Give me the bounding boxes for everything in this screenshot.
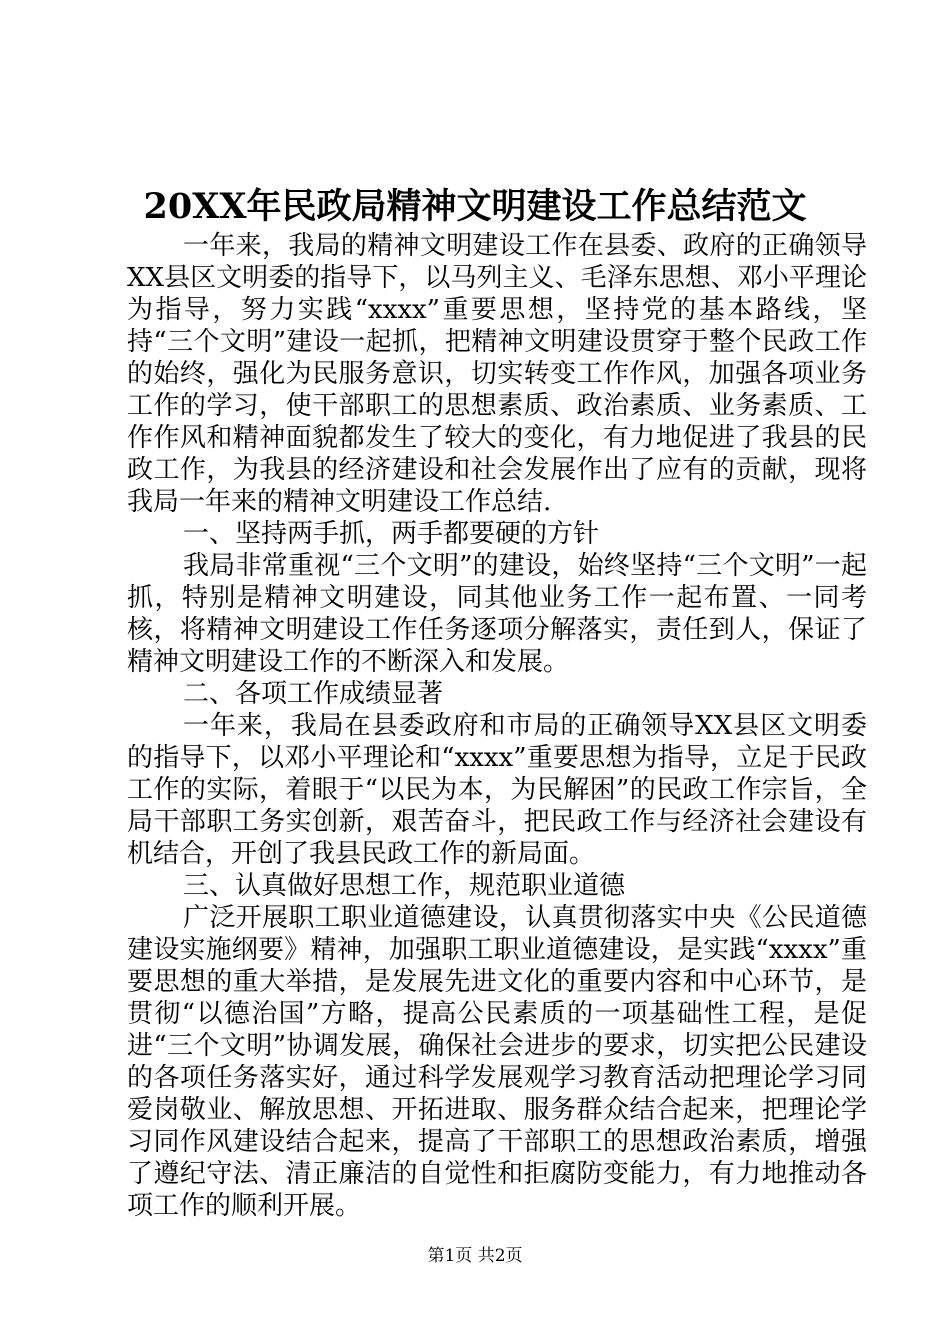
- section-heading-1: 一、坚持两手抓，两手都要硬的方针: [183, 519, 600, 549]
- section-body-3: 广泛开展职工职业道德建设，认真贯彻落实中央《公民道德建设实施纲要》精神，加强职工职业道德建设，是实践“xxxx”重要思想的重大举措，是发展先进文化的重要内容和中心环节，是贯彻“以德治国”方略，提高公民素质的一项基础性工程，是促进“三个文明”协调发展，确保社会进步的要求，切实把公民建设的各项任务落实好，通过科学发展观学习教育活动把理论学习同爱岗敬业、解放思想、开拓进取、服务群众结合起来，把理论学习同作风建设结合起来，提高了干部职工的思想政治素质，增强了遵纪守法、清正廉洁的自觉性和拒腐防变能力，有力地推动各项工作的顺利开展。: [127, 903, 867, 1221]
- document-body: [127, 230, 867, 1222]
- section-body-1: 我局非常重视“三个文明”的建设，始终坚持“三个文明”一起抓，特别是精神文明建设，同其他业务工作一起布置、一同考核，将精神文明建设工作任务逐项分解落实，责任到人，保证了精神文明建设工作的不断深入和发展。: [127, 551, 867, 677]
- intro-paragraph: 一年来，我局的精神文明建设工作在县委、政府的正确领导XX县区文明委的指导下，以马列主义、毛泽东思想、邓小平理论为指导，努力实践“xxxx”重要思想，坚持党的基本路线，坚持“三个文明”建设一起抓，把精神文明建设贯穿于整个民政工作的始终，强化为民服务意识，切实转变工作作风，加强各项业务工作的学习，使干部职工的思想素质、政治素质、业务素质、工作作风和精神面貌都发生了较大的变化，有力地促进了我县的民政工作，为我县的经济建设和社会发展作出了应有的贡献，现将我局一年来的精神文明建设工作总结.: [127, 231, 867, 517]
- section-heading-2: 二、各项工作成绩显著: [183, 679, 444, 709]
- section-heading-3: 三、认真做好思想工作，规范职业道德: [183, 871, 626, 901]
- section-body-2: 一年来，我局在县委政府和市局的正确领导XX县区文明委的指导下，以邓小平理论和“xxxx”重要思想为指导，立足于民政工作的实际，着眼于“以民为本，为民解困”的民政工作宗旨，全局干部职工务实创新，艰苦奋斗，把民政工作与经济社会建设有机结合，开创了我县民政工作的新局面。: [127, 711, 867, 869]
- page-number-footer: 第1页 共2页: [427, 1246, 523, 1266]
- document-title: 20XX年民政局精神文明建设工作总结范文: [143, 186, 807, 227]
